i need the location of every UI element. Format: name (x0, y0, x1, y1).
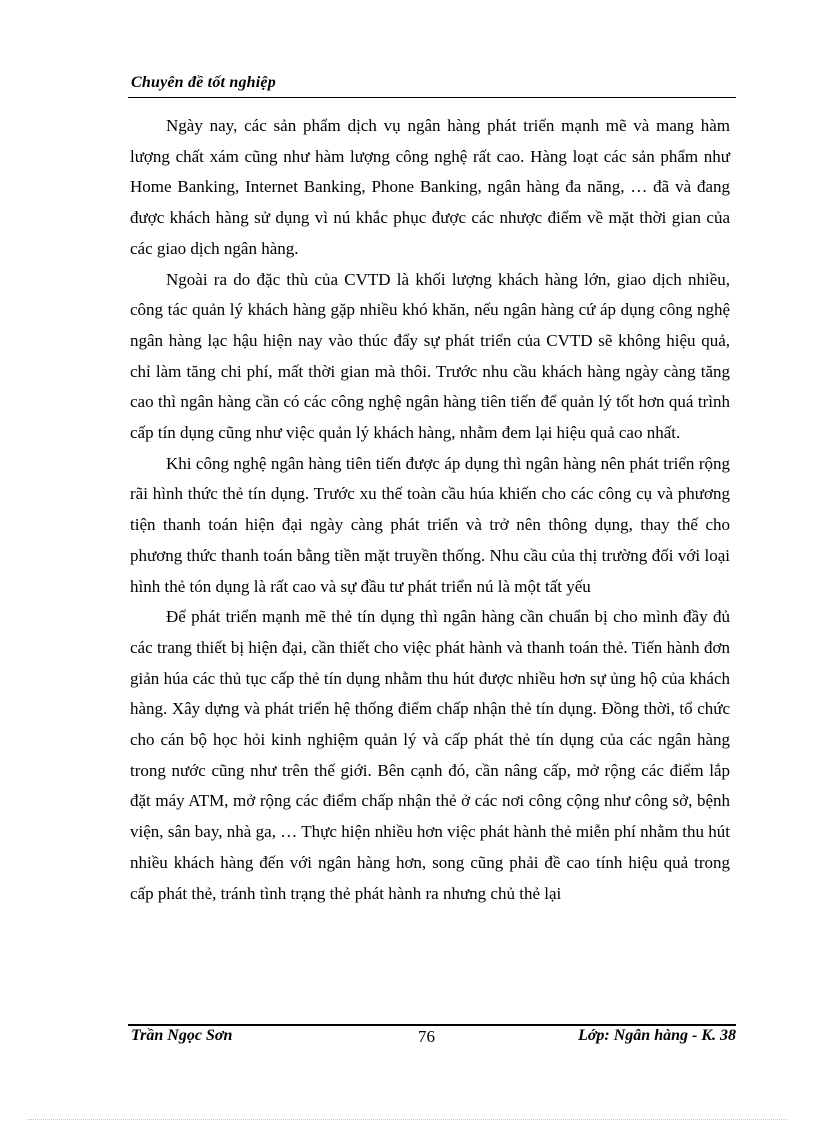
author-name: Trần Ngọc Sơn (131, 1027, 233, 1044)
class-info: Lớp: Ngân hàng - K. 38 (578, 1027, 736, 1044)
footer-divider (128, 1024, 736, 1026)
paragraph-4: Để phát triển mạnh mẽ thẻ tín dụng thì ngân hàng cần chuẩn bị cho mình đầy đủ các trang thiết bị hiện đại, cần thiết cho việc phát hành và thanh toán thẻ. Tiến hành đơn giản húa các thủ tục cấp thẻ tín dụng nhằm thu hút được nhiều hơn sự ủng hộ của khách hàng. Xây dựng và phát triển hệ thống điểm chấp nhận thẻ tín dụng. Đồng thời, tổ chức cho cán bộ học hỏi kinh nghiệm quản lý và cấp phát thẻ tín dụng của các ngân hàng trong nước cũng như trên thế giới. Bên cạnh đó, cần nâng cấp, mở rộng các điểm lắp đặt máy ATM, mở rộng các điểm chấp nhận thẻ ở các nơi công cộng như công sở, bệnh viện, sân bay, nhà ga, … Thực hiện nhiều hơn việc phát hành thẻ miễn phí nhằm thu hút nhiều khách hàng đến với ngân hàng hơn, song cũng phải đề cao tính hiệu quả trong cấp phát thẻ, tránh tình trạng thẻ phát hành ra nhưng chủ thẻ lại (130, 607, 730, 903)
page-bottom-border (28, 1119, 788, 1120)
paragraph-2: Ngoài ra do đặc thù của CVTD là khối lượng khách hàng lớn, giao dịch nhiều, công tác quản lý khách hàng gặp nhiều khó khăn, nếu ngân hàng cứ áp dụng công nghệ ngân hàng lạc hậu hiện nay vào thúc đẩy sự phát triển của CVTD sẽ không hiệu quả, chỉ làm tăng chi phí, mất thời gian mà thôi. Trước nhu cầu khách hàng ngày càng tăng cao thì ngân hàng cần có các công nghệ ngân hàng tiên tiến để quản lý tốt hơn quá trình cấp tín dụng cũng như việc quản lý khách hàng, nhằm đem lại hiệu quả cao nhất. (130, 269, 730, 443)
page-number: 76 (418, 1027, 435, 1046)
document-title: Chuyên đề tốt nghiệp (131, 74, 276, 91)
page-footer (131, 1027, 736, 1051)
paragraph-1: Ngày nay, các sản phẩm dịch vụ ngân hàng phát triển mạnh mẽ và mang hàm lượng chất xám cũng như hàm lượng công nghệ rất cao. Hàng loạt các sản phẩm như Home Banking, Internet Banking, Phone Banking, ngân hàng đa năng, … đã và đang được khách hàng sử dụng vì nú khắc phục được các nhược điểm về mặt thời gian của các giao dịch ngân hàng. (130, 116, 730, 258)
paragraph-3: Khi công nghệ ngân hàng tiên tiến được áp dụng thì ngân hàng nên phát triển rộng rãi hình thức thẻ tín dụng. Trước xu thế toàn cầu húa khiến cho các công cụ và phương tiện thanh toán hiện đại ngày càng phát triển và trở nên thông dụng, thay thế cho phương thức thanh toán bằng tiền mặt truyền thống. Nhu cầu của thị trường đối với loại hình thẻ tón dụng là rất cao và sự đầu tư phát triển nú là một tất yếu (130, 453, 730, 596)
header-divider (128, 97, 736, 98)
body-text (130, 111, 730, 909)
